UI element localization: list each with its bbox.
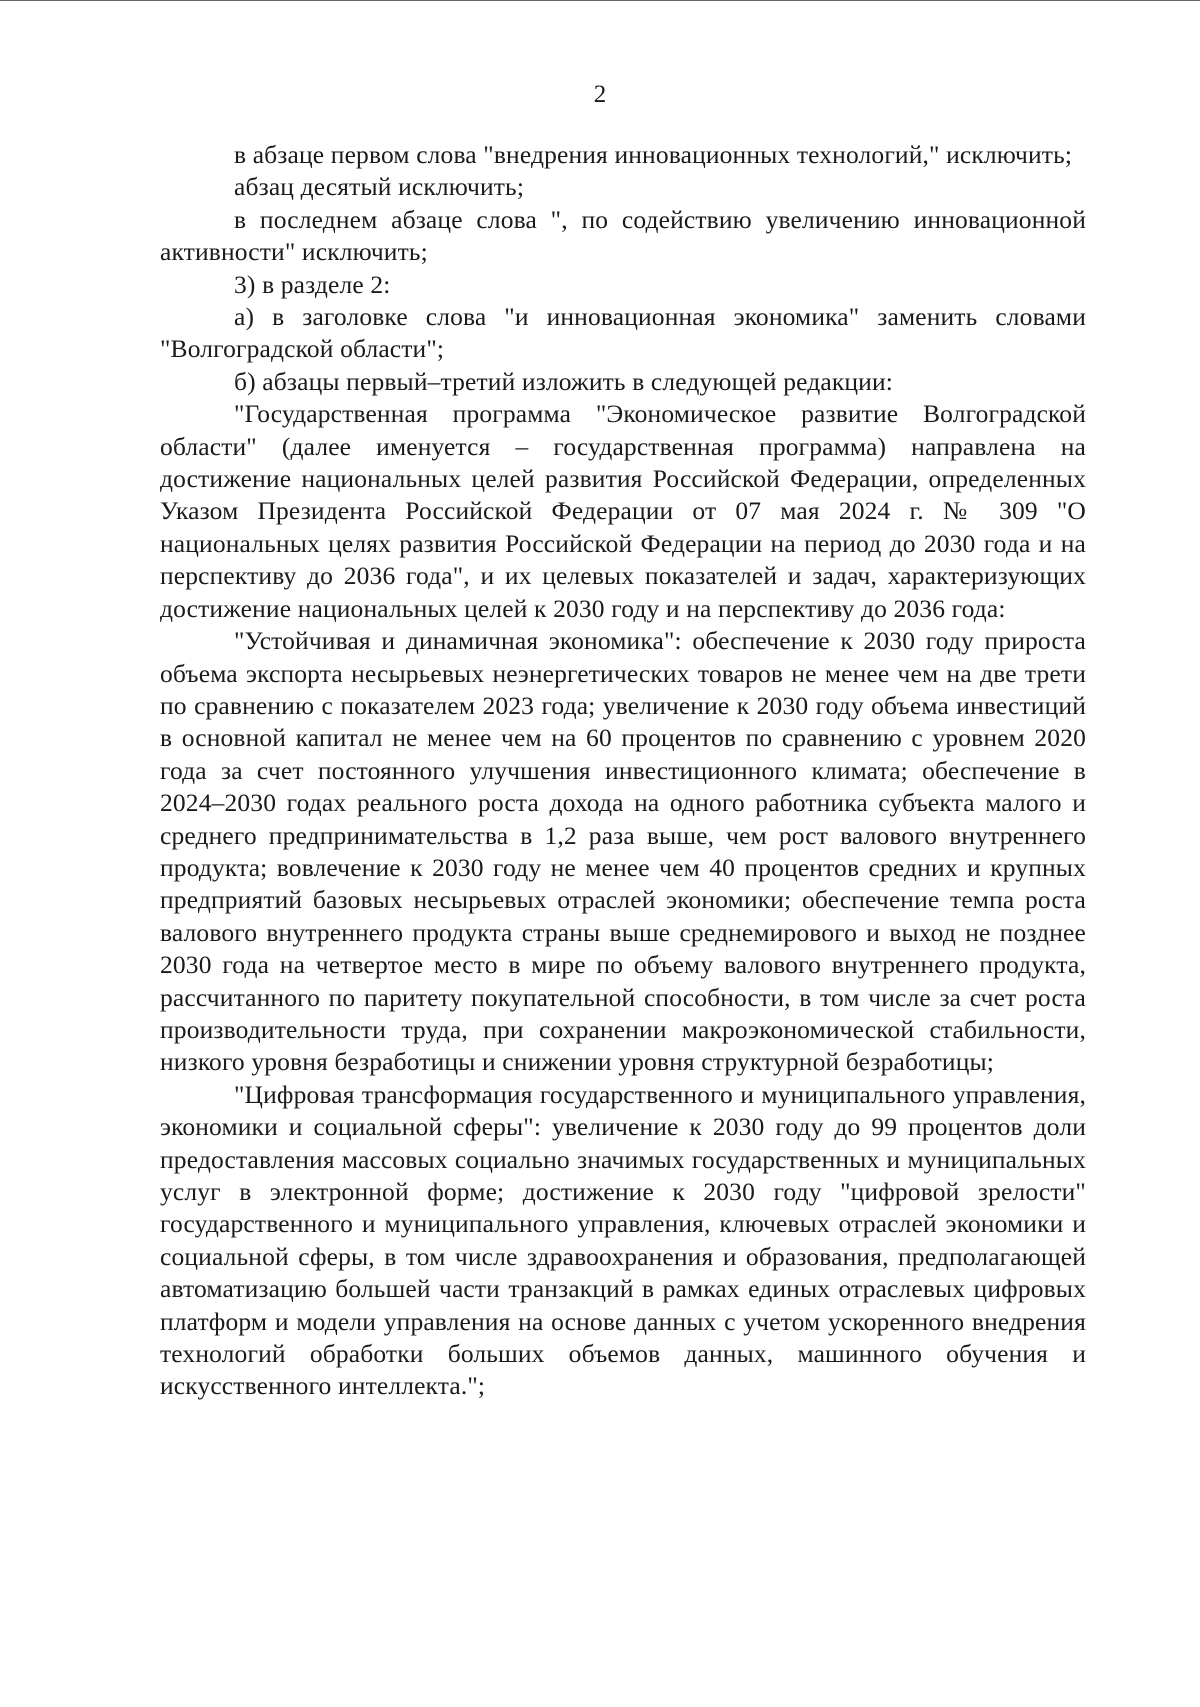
paragraph-9: "Цифровая трансформация государственного и муниципального управления, экономики и социальной сферы": увеличение к 2030 году до 99 процентов доли предоставления массовых социально значимых государственных и муниципальных услуг в электронной форме; достижение к 2030 году "цифровой зрелости" государственного и муниципального управления, ключевых отраслей экономики и социальной сферы, в том числе здравоохранения и образования, предполагающей автоматизацию большей части транзакций в рамках единых отраслевых цифровых платформ и модели управления на основе данных с учетом ускоренного внедрения технологий обработки больших объемов данных, машинного обучения и искусственного интеллекта."; (160, 1079, 1086, 1401)
paragraph-1: в абзаце первом слова "внедрения инновационных технологий," исключить; (234, 140, 1073, 169)
paragraph-4: 3) в разделе 2: (234, 269, 391, 299)
paragraph-7: "Государственная программа "Экономическое развитие Волгоградской области" (далее именуется – государственная программа) направлена на достижение национальных целей развития Российской Федерации, определенных Указом Президента Российской Федерации от 07 мая 2024 г. № 309 "О национальных целях развития Российской Федерации на период до 2030 года и на перспективу до 2036 года", и их целевых показателей и задач, характеризующих достижение национальных целей к 2030 году и на перспективу до 2036 года: (160, 399, 1086, 623)
document-body (160, 139, 1086, 1403)
page-number: 2 (593, 81, 607, 108)
paragraph-5: а) в заголовке слова "и инновационная экономика" заменить словами "Волгоградской области"; (160, 302, 1086, 364)
paragraph-2: абзац десятый исключить; (234, 172, 525, 202)
paragraph-8: "Устойчивая и динамичная экономика": обеспечение к 2030 году прироста объема экспорта несырьевых неэнергетических товаров не менее чем на две трети по сравнению с показателем 2023 года; увеличение к 2030 году объема инвестиций в основной капитал не менее чем на 60 процентов по сравнению с уровнем 2020 года за счет постоянного улучшения инвестиционного климата; обеспечение в 2024–2030 годах реального роста дохода на одного работника субъекта малого и среднего предпринимательства в 1,2 раза выше, чем рост валового внутреннего продукта; вовлечение к 2030 году не менее чем 40 процентов средних и крупных предприятий базовых несырьевых отраслей экономики; обеспечение темпа роста валового внутреннего продукта страны выше среднемирового и выход не позднее 2030 года на четвертое место в мире по объему валового внутреннего продукта, рассчитанного по паритету покупательной способности, в том числе за счет роста производительности труда, при сохранении макроэкономической стабильности, низкого уровня безработицы и снижении уровня структурной безработицы; (160, 626, 1086, 1077)
paragraph-6: б) абзацы первый–третий изложить в следующей редакции: (234, 366, 893, 396)
paragraph-3: в последнем абзаце слова ", по содействию увеличению инновационной активности" исключить; (160, 204, 1086, 267)
